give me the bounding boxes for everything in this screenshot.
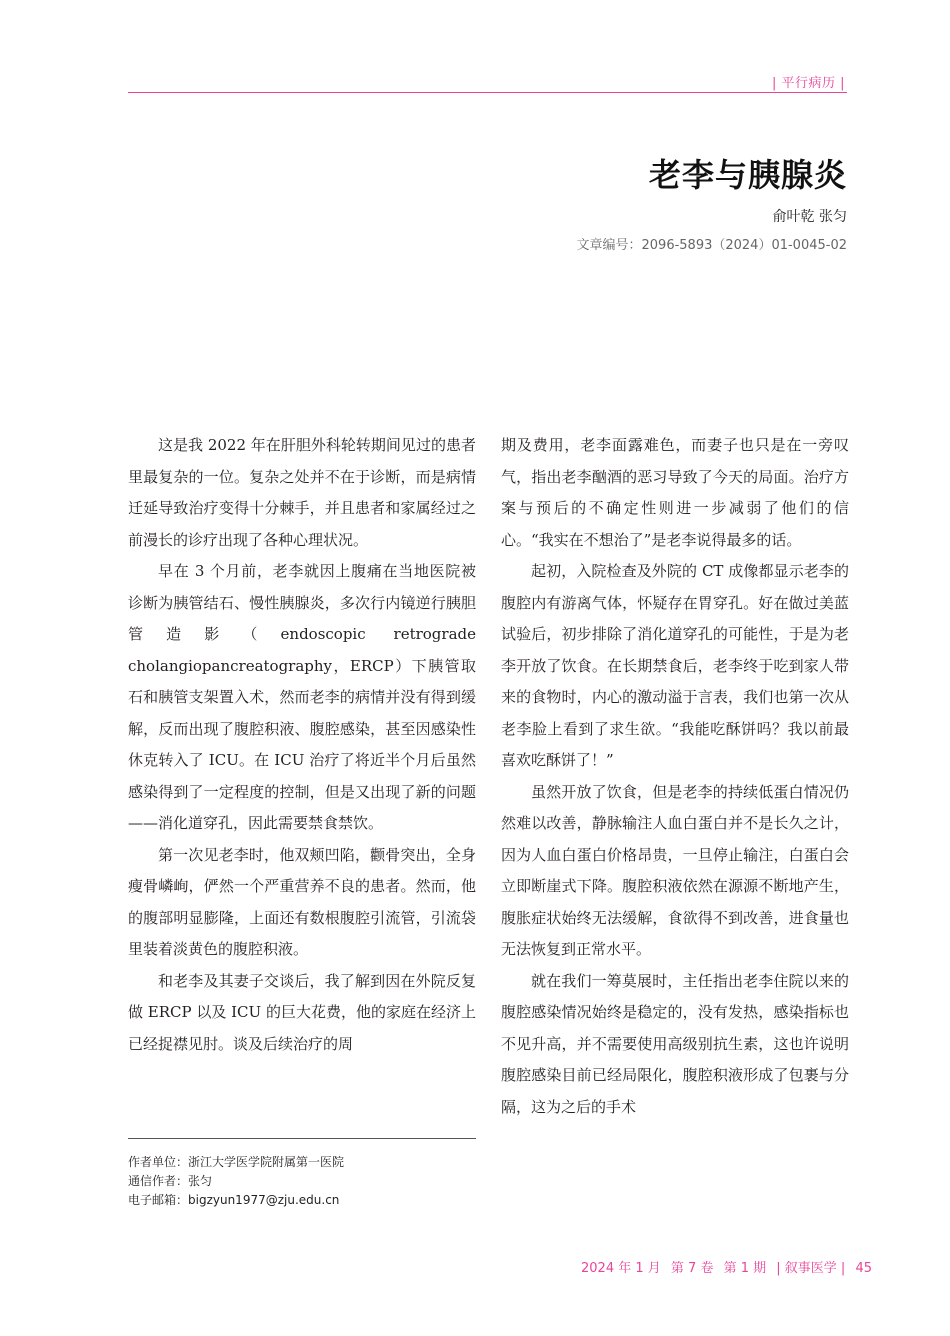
article-title: 老李与胰腺炎 — [648, 156, 847, 194]
corresponding-author: 通信作者：张匀 — [128, 1174, 213, 1188]
paragraph: 早在 3 个月前，老李就因上腹痛在当地医院被诊断为胰管结石、慢性胰腺炎，多次行内镜逆行胰胆管造影（endoscopic retrograde cholangiopancreatography，ERCP）下胰管取石和胰管支架置入术，然而老李的病情并没有得到缓解，反而出现了腹腔积液、腹腔感染，甚至因感染性休克转入了 ICU。在 ICU 治疗了将近半个月后虽然感染得到了一定程度的控制，但是又出现了新的问题——消化道穿孔，因此需要禁食禁饮。 — [128, 562, 476, 832]
page-footer — [575, 1257, 872, 1276]
footnotes — [128, 1153, 476, 1210]
author-email: 电子邮箱：bigzyun1977@zju.edu.cn — [128, 1193, 340, 1207]
article-id: 文章编号：2096-5893（2024）01-0045-02 — [576, 238, 847, 253]
footnote-divider — [128, 1138, 476, 1139]
paragraph: 第一次见老李时，他双颊凹陷，颧骨突出，全身瘦骨嶙峋，俨然一个严重营养不良的患者。然而，他的腹部明显膨隆，上面还有数根腹腔引流管，引流袋里装着淡黄色的腹腔积液。 — [128, 845, 476, 958]
paragraph-continued: 期及费用，老李面露难色，而妻子也只是在一旁叹气，指出老李酗酒的恶习导致了今天的局面。治疗方案与预后的不确定性则进一步减弱了他们的信心。“我实在不想治了”是老李说得最多的话。 — [501, 436, 849, 549]
footer-date: 2024 年 1 月 — [581, 1261, 661, 1276]
paragraph: 起初，入院检查及外院的 CT 成像都显示老李的腹腔内有游离气体，怀疑存在胃穿孔。好在做过美蓝试验后，初步排除了消化道穿孔的可能性，于是为老李开放了饮食。在长期禁食后，老李终于吃到家人带来的食物时，内心的激动溢于言表，我们也第一次从老李脸上看到了求生欲。“我能吃酥饼吗？我以前最喜欢吃酥饼了！” — [501, 562, 849, 769]
footer-issue: 第 1 期 — [723, 1261, 767, 1276]
paragraph: 就在我们一筹莫展时，主任指出老李住院以来的腹腔感染情况始终是稳定的，没有发热，感染指标也不见升高，并不需要使用高级别抗生素，这也许说明腹腔感染目前已经局限化，腹腔积液形成了包裹与分隔，这为之后的手术 — [501, 971, 849, 1116]
body-left-column — [128, 430, 476, 1060]
footer-volume: 第 7 卷 — [670, 1261, 714, 1276]
paragraph: 和老李及其妻子交谈后，我了解到因在外院反复做 ERCP 以及 ICU 的巨大花费，他的家庭在经济上已经捉襟见肘。谈及后续治疗的周 — [128, 971, 476, 1053]
author-affiliation: 作者单位：浙江大学医学院附属第一医院 — [128, 1155, 345, 1169]
article-authors: 俞叶乾 张匀 — [772, 209, 847, 225]
page-number: 45 — [855, 1261, 872, 1276]
header-divider — [128, 92, 847, 93]
section-tag: | 平行病历 | — [771, 76, 845, 91]
body-right-column — [501, 430, 849, 1123]
paragraph: 虽然开放了饮食，但是老李的持续低蛋白情况仍然难以改善，静脉输注人血白蛋白并不是长久之计，因为人血白蛋白价格昂贵，一旦停止输注，白蛋白会立即断崖式下降。腹腔积液依然在源源不断地产生，腹胀症状始终无法缓解，食欲得不到改善，进食量也无法恢复到正常水平。 — [501, 782, 849, 958]
paragraph: 这是我 2022 年在肝胆外科轮转期间见过的患者里最复杂的一位。复杂之处并不在于诊断，而是病情迁延导致治疗变得十分棘手，并且患者和家属经过之前漫长的诊疗出现了各种心理状况。 — [128, 436, 476, 549]
footer-journal: | 叙事医学 | — [776, 1261, 846, 1276]
